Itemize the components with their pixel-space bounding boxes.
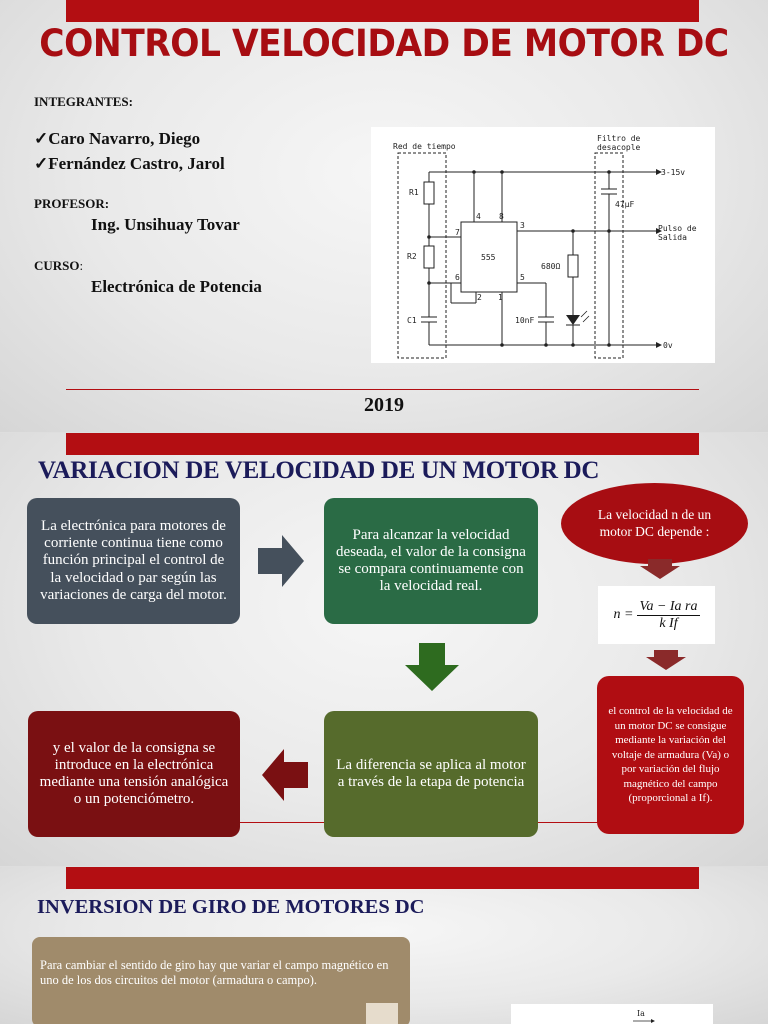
label-filtro-2: desacople <box>597 143 641 152</box>
page-title: CONTROL VELOCIDAD DE MOTOR DC <box>39 22 729 65</box>
box-cambiar-sentido <box>32 937 410 1024</box>
formula-numerator: Va − Ia ra <box>639 598 698 614</box>
formula-denominator: k If <box>659 615 678 631</box>
box-diferencia: La diferencia se aplica al motor a través de la etapa de potencia <box>324 711 538 837</box>
label-c1: C1 <box>407 316 417 325</box>
label-pin5: 5 <box>520 273 525 282</box>
curso-label <box>34 258 83 274</box>
slide-title: VARIACION DE VELOCIDAD DE UN MOTOR DC <box>38 457 600 484</box>
slide-title: INVERSION DE GIRO DE MOTORES DC <box>37 896 425 918</box>
label-ground: 0v <box>663 341 673 350</box>
student-2: ✓Fernández Castro, Jarol <box>34 154 225 173</box>
formula-lhs: n = <box>613 607 634 622</box>
box-valor-consigna: y el valor de la consigna se introduce en la electrónica mediante una tensión analógica o un potenciómetro. <box>28 711 240 837</box>
label-pulso-1: Pulso de <box>658 224 697 233</box>
label-pin1: 1 <box>498 293 503 302</box>
label-pin7: 7 <box>455 228 460 237</box>
label-pin8: 8 <box>499 212 504 221</box>
label-cap-10nf: 10nF <box>515 316 535 325</box>
label-r1: R1 <box>409 188 419 197</box>
arrow-down-icon <box>405 643 459 691</box>
integrantes-label: INTEGRANTES: <box>34 94 133 109</box>
arrow-left-icon <box>262 749 308 801</box>
curso-label-text: CURSO <box>34 258 80 273</box>
slide-inversion-giro <box>0 867 768 1024</box>
label-pin6: 6 <box>455 273 460 282</box>
arrow-right-icon <box>258 535 304 587</box>
top-red-bar <box>66 433 699 455</box>
student-1: ✓Caro Navarro, Diego <box>34 129 201 148</box>
label-cap-47uf: 47µF <box>615 200 635 209</box>
label-r2: R2 <box>407 252 417 261</box>
label-filtro-1: Filtro de <box>597 134 641 143</box>
label-red-de-tiempo: Red de tiempo <box>393 142 456 151</box>
label-pin3: 3 <box>520 221 525 230</box>
top-red-bar <box>66 867 699 889</box>
box-electronica: La electrónica para motores de corriente continua tiene como función principal el control de la velocidad o par según las variaciones de carga del motor. <box>27 498 240 624</box>
label-pin4: 4 <box>476 212 481 221</box>
box-cambiar-sentido-text: Para cambiar el sentido de giro hay que variar el campo magnético en uno de los dos circuitos del motor (armadura o campo). <box>40 958 389 987</box>
small-arrow-down-icon-2 <box>646 650 686 670</box>
motor-diagram <box>511 1004 713 1024</box>
slide-title <box>0 0 768 432</box>
label-ia: Ia <box>637 1009 645 1018</box>
curso-name: Electrónica de Potencia <box>91 277 262 296</box>
box-control-velocidad: el control de la velocidad de un motor DC se consigue mediante la variación del voltaje de armadura (Va) o por variación del flujo magnético del campo (proporcional a If). <box>597 676 744 834</box>
formula-velocidad <box>598 586 715 644</box>
label-pin2: 2 <box>477 293 482 302</box>
top-red-bar <box>66 0 699 22</box>
formula-fraction <box>637 599 699 632</box>
oval-velocidad: La velocidad n de un motor DC depende : <box>561 483 748 564</box>
label-supply: 3-15v <box>661 168 686 177</box>
label-chip-555: 555 <box>481 253 496 262</box>
box-consigna: Para alcanzar la velocidad deseada, el valor de la consigna se compara continuamente con la velocidad real. <box>324 498 538 624</box>
circuit-diagram-555 <box>371 127 715 363</box>
divider-line <box>66 389 699 390</box>
profesor-name: Ing. Unsihuay Tovar <box>91 215 240 234</box>
curso-label-colon: : <box>79 258 84 273</box>
profesor-label: PROFESOR: <box>34 196 110 211</box>
slide-variacion-velocidad <box>0 433 768 866</box>
decorative-square <box>366 1003 398 1024</box>
label-r680: 680Ω <box>541 262 561 271</box>
year: 2019 <box>364 394 404 416</box>
small-arrow-down-icon <box>640 559 680 579</box>
label-pulso-2: Salida <box>658 233 687 242</box>
